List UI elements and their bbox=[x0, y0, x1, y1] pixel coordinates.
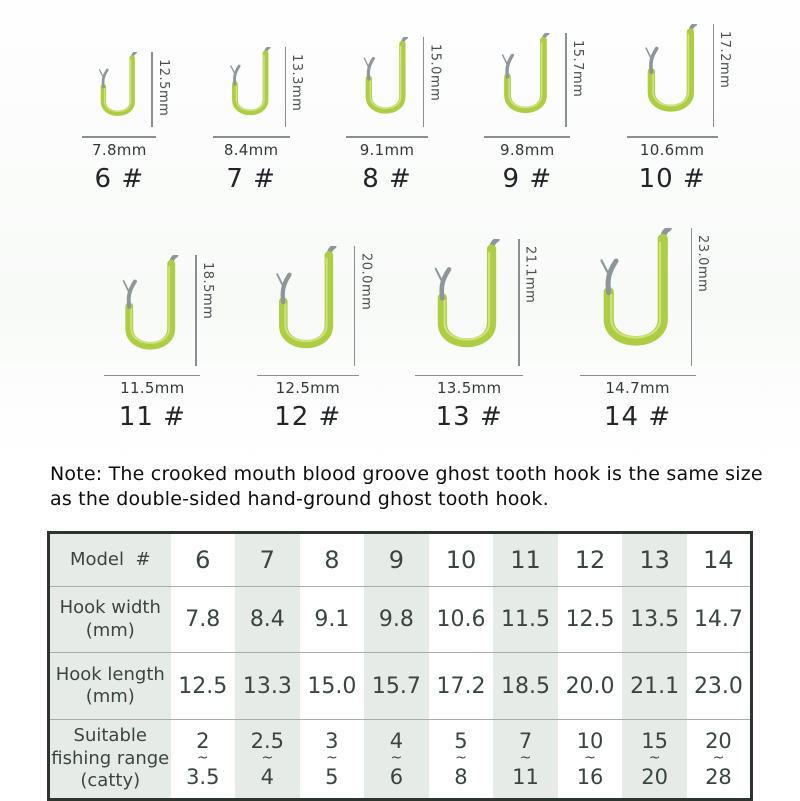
length-dimension-label: 21.1mm bbox=[522, 245, 538, 303]
spec-table-cell: 21.1 bbox=[622, 653, 687, 720]
range-tilde: ~ bbox=[519, 750, 532, 767]
range-value: 5 bbox=[454, 729, 468, 754]
spec-table-cell: 6 bbox=[195, 546, 211, 575]
fishhook-icon bbox=[117, 255, 187, 366]
hook-figure-10 bbox=[627, 24, 733, 194]
length-dimension-line bbox=[691, 228, 693, 366]
row-label-line: Model # bbox=[69, 548, 151, 570]
spec-table-cell: 15.0 bbox=[300, 653, 365, 720]
hook-size-label: 8 # bbox=[362, 163, 412, 194]
hook-size-label: 10 # bbox=[638, 163, 706, 194]
spec-table-cell: 20.0 bbox=[558, 653, 623, 720]
width-dimension-label: 14.7mm bbox=[605, 379, 670, 397]
hook-drawing bbox=[497, 33, 585, 127]
hook-row-1 bbox=[0, 24, 800, 194]
spec-table-cell: 8 bbox=[324, 546, 340, 575]
spec-table-cell: 14 bbox=[703, 546, 734, 575]
hook-figure-6 bbox=[82, 52, 171, 194]
range-value: 3.5 bbox=[186, 765, 220, 790]
length-dimension bbox=[354, 246, 374, 366]
row-label-line: fishing range bbox=[51, 747, 170, 769]
fishhook-icon bbox=[270, 246, 346, 366]
width-dimension-line bbox=[213, 136, 290, 138]
width-dimension-label: 9.8mm bbox=[500, 140, 555, 159]
row-label-line: (catty) bbox=[80, 770, 141, 792]
hook-drawing bbox=[359, 37, 443, 127]
hook-drawing bbox=[117, 255, 215, 366]
width-dimension-line bbox=[415, 375, 523, 377]
range-value: 10 bbox=[576, 729, 604, 754]
length-dimension-line bbox=[565, 33, 567, 127]
length-dimension bbox=[713, 24, 733, 127]
length-dimension-line bbox=[285, 47, 287, 127]
range-tilde: ~ bbox=[196, 750, 209, 767]
length-dimension-label: 12.5mm bbox=[155, 59, 171, 117]
range-value: 8 bbox=[454, 765, 468, 790]
range-value: 6 bbox=[389, 765, 404, 790]
spec-table-cell: 12.5 bbox=[171, 653, 236, 720]
spec-table-cell: 15.7 bbox=[364, 653, 429, 720]
row-label-line: Hook width bbox=[59, 597, 161, 619]
spec-table-cell: 8.4 bbox=[235, 587, 300, 653]
spec-table-cell: 7 bbox=[235, 533, 300, 587]
range-tilde: ~ bbox=[261, 750, 274, 767]
length-dimension bbox=[565, 33, 585, 127]
width-dimension-line bbox=[257, 375, 359, 377]
spec-table-row bbox=[49, 653, 752, 720]
range-value: 4 bbox=[260, 765, 274, 790]
spec-table-cell: 14.7 bbox=[687, 587, 752, 653]
spec-table-body bbox=[49, 533, 752, 800]
spec-table-cell bbox=[622, 720, 687, 800]
spec-table-cell: 11 bbox=[493, 533, 558, 587]
length-dimension-line bbox=[423, 37, 425, 127]
length-dimension bbox=[285, 47, 305, 127]
width-dimension-line bbox=[580, 375, 696, 377]
range-tilde: ~ bbox=[648, 750, 661, 767]
note-line-2: as the double-sided hand-ground ghost tooth hook. bbox=[50, 488, 549, 511]
spec-table-cell: 12 bbox=[574, 546, 606, 575]
length-dimension-label: 20.0mm bbox=[358, 252, 374, 310]
row-label-cell bbox=[49, 653, 171, 720]
range-value: 4 bbox=[389, 729, 404, 754]
hook-figure-12 bbox=[257, 246, 374, 433]
hook-figure-11 bbox=[104, 255, 215, 433]
range-value: 2.5 bbox=[250, 729, 285, 754]
spec-table-cell: 12.5 bbox=[558, 587, 623, 653]
spec-table-cell: 10 bbox=[445, 546, 477, 575]
spec-table-cell bbox=[364, 720, 429, 800]
row-label-line: (mm) bbox=[85, 619, 135, 641]
range-value: 2 bbox=[196, 729, 210, 754]
length-dimension-line bbox=[354, 246, 356, 366]
width-dimension-label: 10.6mm bbox=[639, 140, 705, 159]
length-dimension-label: 13.3mm bbox=[289, 54, 305, 112]
width-dimension-label: 12.5mm bbox=[275, 379, 340, 397]
spec-table-cell bbox=[235, 720, 300, 800]
length-dimension-line bbox=[195, 255, 197, 366]
row-label-cell bbox=[49, 720, 171, 800]
hook-size-label: 6 # bbox=[94, 163, 145, 194]
range-tilde: ~ bbox=[584, 750, 596, 767]
spec-table bbox=[47, 531, 753, 801]
spec-table-cell bbox=[687, 720, 752, 800]
range-value: 3 bbox=[325, 729, 339, 754]
range-tilde: ~ bbox=[390, 750, 403, 767]
range-value: 15 bbox=[641, 729, 668, 754]
length-dimension bbox=[518, 239, 538, 366]
fishhook-icon bbox=[226, 47, 277, 127]
range-tilde: ~ bbox=[455, 750, 467, 767]
length-dimension-label: 18.5mm bbox=[199, 261, 215, 319]
spec-table-cell: 17.2 bbox=[429, 653, 494, 720]
range-value: 16 bbox=[576, 765, 604, 790]
spec-table-cell: 23.0 bbox=[687, 653, 752, 720]
length-dimension bbox=[151, 52, 171, 127]
range-value: 20 bbox=[705, 729, 732, 754]
width-dimension-line bbox=[484, 136, 570, 138]
spec-table-cell bbox=[429, 720, 494, 800]
row-label-line: (mm) bbox=[85, 686, 135, 708]
hook-figure-7 bbox=[213, 47, 305, 194]
hook-figure-14 bbox=[580, 228, 711, 433]
range-value: 11 bbox=[512, 765, 539, 790]
hook-size-label: 13 # bbox=[435, 402, 503, 432]
length-dimension-label: 23.0mm bbox=[695, 234, 711, 292]
row-label-cell bbox=[49, 533, 171, 587]
width-dimension-label: 11.5mm bbox=[120, 379, 185, 397]
spec-table-cell bbox=[171, 720, 236, 800]
spec-table-cell: 13.3 bbox=[235, 653, 300, 720]
hook-drawing bbox=[428, 239, 538, 366]
fishhook-icon bbox=[428, 239, 510, 366]
hook-figure-8 bbox=[346, 37, 443, 194]
length-dimension-label: 17.2mm bbox=[717, 31, 733, 89]
width-dimension-line bbox=[82, 136, 156, 138]
range-value: 5 bbox=[325, 765, 339, 790]
hook-drawing bbox=[593, 228, 711, 366]
length-dimension-line bbox=[713, 24, 715, 127]
width-dimension-label: 7.8mm bbox=[92, 140, 147, 159]
width-dimension-label: 9.1mm bbox=[359, 140, 415, 159]
spec-table-cell: 9.1 bbox=[300, 587, 365, 653]
spec-table-cell: 9 bbox=[364, 533, 429, 587]
length-dimension bbox=[691, 228, 711, 366]
hook-size-label: 7 # bbox=[226, 163, 276, 194]
fishhook-icon bbox=[359, 37, 415, 127]
length-dimension bbox=[423, 37, 443, 127]
fishhook-icon bbox=[640, 24, 705, 127]
note-line-1: Note: The crooked mouth blood groove ghost tooth hook is the same size bbox=[50, 463, 763, 485]
row-label-line: Suitable bbox=[73, 725, 147, 747]
spec-table-row bbox=[49, 533, 752, 587]
width-dimension-line bbox=[104, 375, 200, 377]
hook-size-label: 9 # bbox=[502, 163, 553, 194]
fishhook-icon bbox=[593, 228, 683, 366]
hook-drawing bbox=[270, 246, 374, 366]
row-label-line: Hook length bbox=[55, 663, 165, 685]
range-tilde: ~ bbox=[326, 750, 338, 767]
range-tilde: ~ bbox=[712, 750, 725, 767]
note-text bbox=[50, 462, 800, 512]
width-dimension-label: 13.5mm bbox=[436, 379, 502, 397]
range-value: 20 bbox=[641, 765, 668, 790]
range-value: 7 bbox=[518, 729, 533, 754]
width-dimension-line bbox=[346, 136, 428, 138]
length-dimension-line bbox=[151, 52, 153, 127]
hook-drawing bbox=[95, 52, 171, 127]
row-label-cell bbox=[49, 587, 171, 653]
spec-table-cell: 11.5 bbox=[493, 587, 558, 653]
hook-figure-9 bbox=[484, 33, 585, 194]
hook-size-label: 12 # bbox=[274, 402, 342, 432]
spec-table-cell: 13.5 bbox=[622, 587, 687, 653]
length-dimension-label: 15.7mm bbox=[569, 40, 585, 98]
spec-table-row bbox=[49, 587, 752, 653]
spec-table-cell bbox=[493, 720, 558, 800]
range-value: 28 bbox=[705, 765, 732, 790]
spec-table-row bbox=[49, 720, 752, 800]
spec-table-cell bbox=[558, 720, 623, 800]
width-dimension-label: 8.4mm bbox=[223, 140, 279, 159]
hook-size-label: 14 # bbox=[603, 402, 672, 432]
spec-table-cell bbox=[300, 720, 365, 800]
hook-drawing bbox=[226, 47, 305, 127]
spec-table-cell: 7.8 bbox=[171, 587, 236, 653]
fishhook-icon bbox=[497, 33, 557, 127]
spec-table-cell: 10.6 bbox=[429, 587, 494, 653]
spec-table-cell: 18.5 bbox=[493, 653, 558, 720]
hook-drawing bbox=[640, 24, 733, 127]
hook-row-2 bbox=[0, 228, 800, 433]
spec-table-cell: 9.8 bbox=[364, 587, 429, 653]
length-dimension-label: 15.0mm bbox=[427, 44, 443, 102]
length-dimension bbox=[195, 255, 215, 366]
hook-figure-13 bbox=[415, 239, 538, 433]
length-dimension-line bbox=[518, 239, 520, 366]
fishhook-icon bbox=[95, 52, 143, 127]
spec-table-cell: 13 bbox=[622, 533, 687, 587]
hook-size-label: 11 # bbox=[118, 402, 186, 432]
width-dimension-line bbox=[627, 136, 718, 138]
